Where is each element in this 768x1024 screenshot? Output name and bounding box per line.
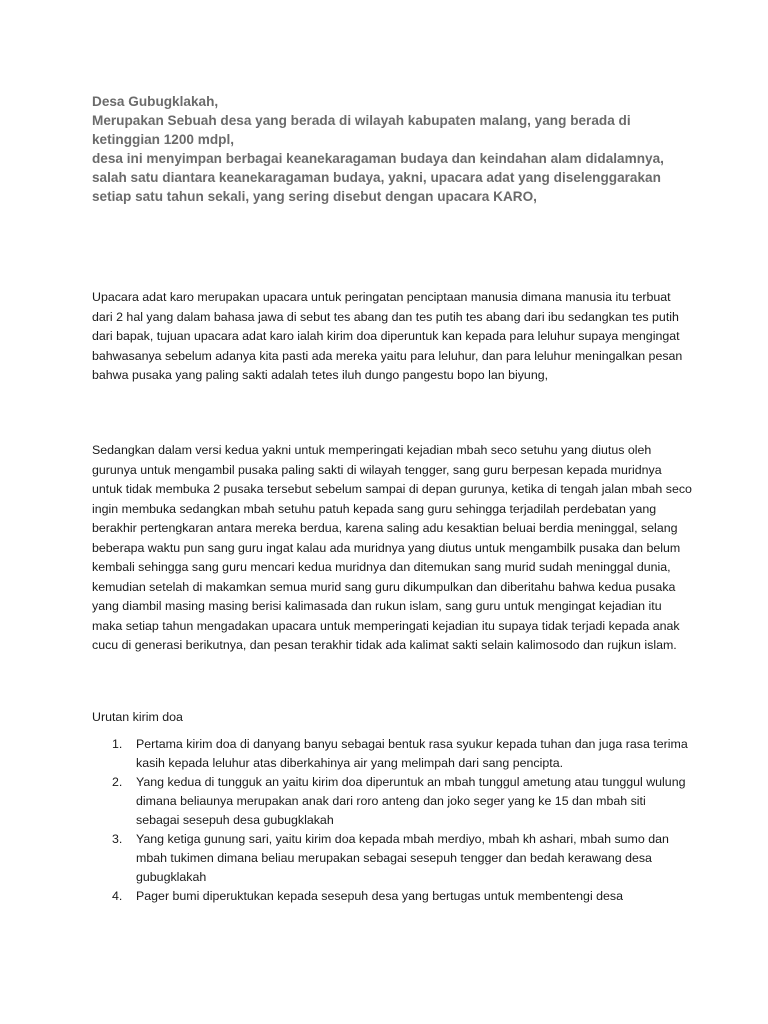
list-item-text: Pertama kirim doa di danyang banyu sebagai bentuk rasa syukur kepada tuhan dan juga rasa terima kasih kepada leluhur atas diberkahinya air yang melimpah dari sang pencipta.	[136, 737, 688, 770]
list-item	[92, 735, 692, 773]
intro-title: Desa Gubugklakah,	[92, 94, 219, 109]
list-item-number: 1.	[112, 737, 123, 751]
list-item-text: Pager bumi diperuktukan kepada sesepuh desa yang bertugas untuk membentengi desa	[136, 889, 624, 903]
list-item	[92, 773, 692, 830]
list-item	[92, 830, 692, 887]
paragraph-second-version	[92, 441, 692, 656]
list-item-text: Yang ketiga gunung sari, yaitu kirim doa kepada mbah merdiyo, mbah kh ashari, mbah sumo dan mbah tukimen dimana beliau merupakan sebagai sesepuh tengger dan bedah kerawang desa gubugklakah	[136, 832, 669, 884]
intro-section	[92, 92, 692, 206]
paragraph-karo-purpose	[92, 288, 692, 386]
intro-line: desa ini menyimpan berbagai keanekaragaman budaya dan keindahan alam didalamnya,	[92, 151, 664, 166]
paragraph-text: Upacara adat karo merupakan upacara untuk peringatan penciptaan manusia dimana manusia itu terbuat dari 2 hal yang dalam bahasa jawa di sebut tes abang dan tes putih tes abang dari ibu sedangkan tes putih dari bapak, tujuan upacara adat karo ialah kirim doa diperuntuk kan kepada para leluhur supaya mengingat bahwasanya sebelum adanya kita pasti ada mereka yaitu para leluhur, dan para leluhur meningalkan pesan bahwa pusaka yang paling sakti adalah tetes iluh dungo pangestu bopo lan biyung,	[92, 290, 683, 382]
list-item-number: 2.	[112, 775, 123, 789]
list-item-number: 3.	[112, 832, 123, 846]
intro-line: Merupakan Sebuah desa yang berada di wilayah kabupaten malang, yang berada di ketinggian 1200 mdpl,	[92, 113, 631, 147]
list-heading	[92, 708, 692, 728]
list-item-text: Yang kedua di tungguk an yaitu kirim doa diperuntuk an mbah tunggul ametung atau tunggul wulung dimana beliaunya merupakan anak dari roro anteng dan joko seger yang ke 15 dan mbah siti sebagai sesepuh desa gubugklakah	[136, 775, 686, 827]
paragraph-text: Sedangkan dalam versi kedua yakni untuk memperingati kejadian mbah seco setuhu yang diutus oleh gurunya untuk mengambil pusaka paling sakti di wilayah tengger, sang guru berpesan kepada muridnya untuk tidak membuka 2 pusaka tersebut sebelum sampai di depan gurunya, ketika di tengah jalan mbah seco ingin membuka sedangkan mbah setuhu patuh kepada sang guru sehingga terjadilah perdebatan yang berakhir pertengkaran antara mereka berdua, karena saling adu kesaktian beluai berdia meninggal, selang beberapa waktu pun sang guru ingat kalau ada muridnya yang diutus untuk mengambilk pusaka dan belum kembali sehingga sang guru mencari kedua muridnya dan ditemukan sang murid sudah meninggal dunia, kemudian setelah di makamkan semua murid sang guru dikumpulkan dan diberitahu bahwa kedua pusaka yang diambil masing masing berisi kalimasada dan rukun islam, sang guru untuk mengingat kejadian itu maka setiap tahun mengadakan upacara untuk memperingati kejadian itu supaya tidak terjadi kepada anak cucu di generasi berikutnya, dan pesan terakhir tidak ada kalimat sakti selain kalimosodo dan rujkun islam.	[92, 443, 692, 652]
list-heading-text: Urutan kirim doa	[92, 710, 183, 724]
list-item	[92, 887, 692, 906]
intro-line: salah satu diantara keanekaragaman budaya, yakni, upacara adat yang diselenggarakan setiap satu tahun sekali, yang sering disebut dengan upacara KARO,	[92, 170, 661, 204]
list-item-number: 4.	[112, 889, 123, 903]
prayer-order-list	[92, 735, 692, 906]
